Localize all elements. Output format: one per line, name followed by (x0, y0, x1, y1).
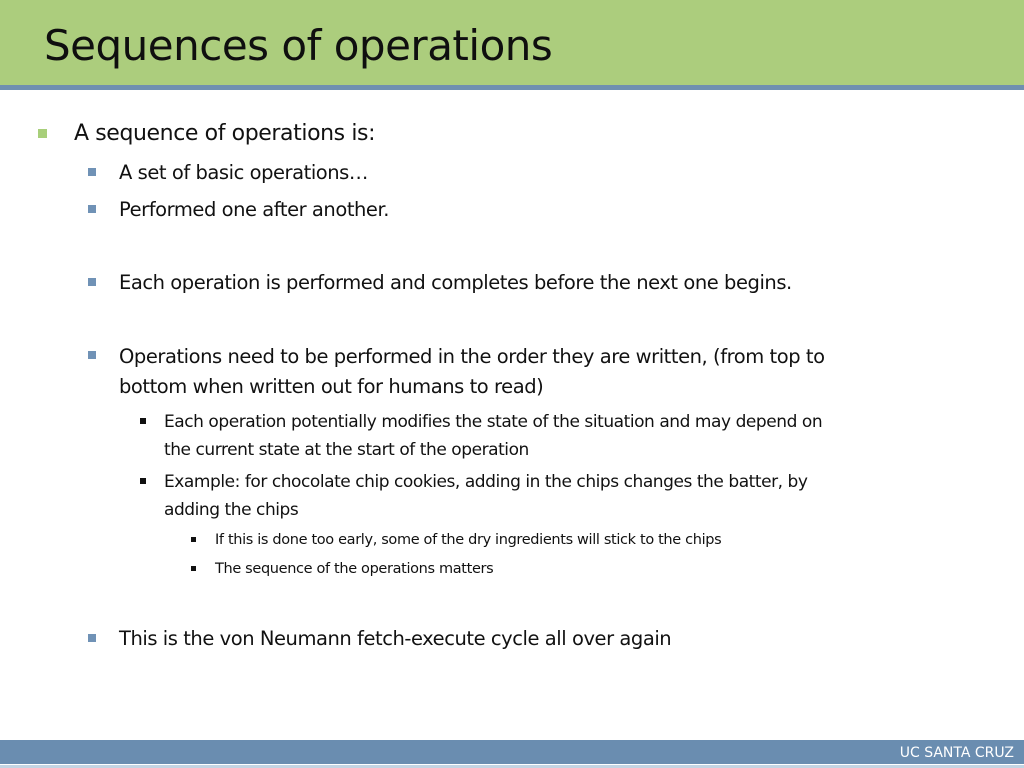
bullet-text-continuation: bottom when written out for humans to read) (119, 375, 544, 398)
bullet-text: Performed one after another. (119, 198, 389, 221)
footer-institution-label: UC SANTA CRUZ (899, 745, 1014, 761)
bullet-text-continuation: adding the chips (164, 500, 299, 520)
bullet-text: Each operation is performed and completes before the next one begins. (119, 271, 792, 294)
footer-band (0, 740, 1024, 764)
bullet-square-icon (88, 351, 96, 359)
bullet-text: Operations need to be performed in the order they are written, (from top to (119, 345, 825, 368)
bullet-square-icon (88, 205, 96, 213)
bullet-text: A sequence of operations is: (74, 121, 376, 146)
bullet-square-icon (88, 278, 96, 286)
bullet-text: The sequence of the operations matters (215, 561, 494, 577)
bullet-square-icon (88, 168, 96, 176)
bullet-square-icon (140, 478, 146, 484)
bullet-square-icon (191, 537, 196, 542)
bullet-text: A set of basic operations… (119, 161, 368, 184)
bullet-text: Each operation potentially modifies the state of the situation and may depend on (164, 412, 823, 432)
bullet-text: If this is done too early, some of the dry ingredients will stick to the chips (215, 532, 722, 548)
bullet-square-icon (38, 129, 47, 138)
bullet-text-continuation: the current state at the start of the operation (164, 440, 529, 460)
bullet-text: This is the von Neumann fetch-execute cycle all over again (119, 627, 672, 650)
bullet-square-icon (191, 566, 196, 571)
bullet-text: Example: for chocolate chip cookies, adding in the chips changes the batter, by (164, 472, 808, 492)
bullet-square-icon (140, 418, 146, 424)
bullet-square-icon (88, 634, 96, 642)
slide-title: Sequences of operations (44, 21, 553, 70)
